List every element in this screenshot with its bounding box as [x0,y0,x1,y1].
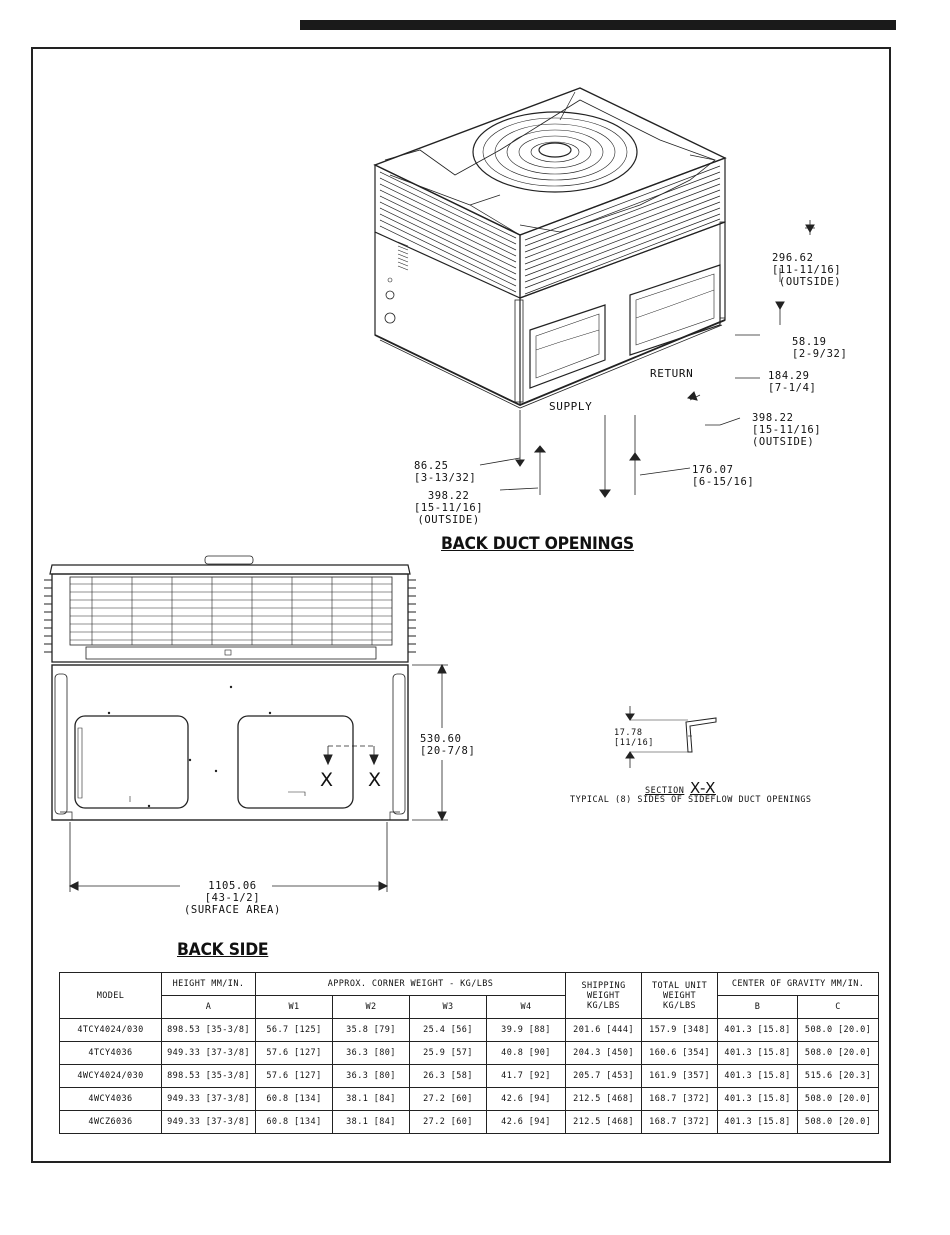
dim-return-height: 296.62 [11-11/16] (OUTSIDE) [772,252,842,288]
table-cell: 168.7 [372] [642,1088,718,1111]
table-cell: 40.8 [90] [487,1042,566,1065]
table-cell: 4WCY4036 [60,1088,162,1111]
col-height-a: A [162,996,256,1019]
col-w3: W3 [410,996,487,1019]
dim-return-side-gap: 184.29 [7-1/4] [768,370,817,394]
table-cell: 401.3 [15.8] [718,1065,798,1088]
table-cell: 401.3 [15.8] [718,1042,798,1065]
col-cog-c: C [798,996,879,1019]
col-height: HEIGHT MM/IN. [162,973,256,996]
table-cell: 168.7 [372] [642,1111,718,1134]
table-cell: 401.3 [15.8] [718,1111,798,1134]
table-cell: 201.6 [444] [566,1019,642,1042]
table-cell: 4WCZ6036 [60,1111,162,1134]
back-return-opening [238,716,353,808]
dim-opening-gap: 176.07 [6-15/16] [692,464,755,488]
coil-left-face [375,165,520,298]
table-cell: 949.33 [37-3/8] [162,1111,256,1134]
table-cell: 4WCY4024/030 [60,1065,162,1088]
dim-flange-depth: 17.78 [11/16] [614,728,655,748]
table-cell: 60.8 [134] [256,1111,333,1134]
dim-surface-width: 1105.06 [43-1/2] (SURFACE AREA) [184,880,281,916]
supply-label: SUPPLY [549,400,593,413]
dim-return-offset: 58.19 [2-9/32] [792,336,848,360]
flange-profile [686,718,716,752]
table-cell: 508.0 [20.0] [798,1111,879,1134]
heading-back-duct-openings: BACK DUCT OPENINGS [441,534,634,554]
cabinet-back-panel [52,665,408,820]
table-cell: 949.33 [37-3/8] [162,1088,256,1111]
table-cell: 25.4 [56] [410,1019,487,1042]
table-cell: 42.6 [94] [487,1111,566,1134]
table-cell: 160.6 [354] [642,1042,718,1065]
coil-louver-panel [52,574,408,662]
table-cell: 39.9 [88] [487,1019,566,1042]
unit-weight-table [59,972,879,1134]
table-cell: 949.33 [37-3/8] [162,1042,256,1065]
table-cell: 36.3 [80] [333,1065,410,1088]
fan-hub [539,143,571,157]
col-w4: W4 [487,996,566,1019]
table-cell: 401.3 [15.8] [718,1088,798,1111]
table-cell: 898.53 [35-3/8] [162,1019,256,1042]
table-cell: 42.6 [94] [487,1088,566,1111]
heading-back-side: BACK SIDE [177,940,269,960]
table-cell: 157.9 [348] [642,1019,718,1042]
table-cell: 25.9 [57] [410,1042,487,1065]
table-cell: 515.6 [20.3] [798,1065,879,1088]
table-cell: 38.1 [84] [333,1111,410,1134]
back-supply-opening [75,716,188,808]
table-row [60,1088,879,1111]
table-cell: 401.3 [15.8] [718,1019,798,1042]
table-row [60,1019,879,1042]
table-cell: 27.2 [60] [410,1111,487,1134]
table-cell: 898.53 [35-3/8] [162,1065,256,1088]
table-row [60,1111,879,1134]
table-cell: 38.1 [84] [333,1088,410,1111]
cabinet-right-face [520,222,725,405]
col-total-weight: TOTAL UNIT WEIGHT KG/LBS [642,973,718,1019]
table-cell: 508.0 [20.0] [798,1019,879,1042]
table-cell: 4TCY4024/030 [60,1019,162,1042]
table-cell: 35.8 [79] [333,1019,410,1042]
table-cell: 26.3 [58] [410,1065,487,1088]
dim-supply-offset: 86.25 [3-13/32] [414,460,477,484]
table-cell: 212.5 [468] [566,1088,642,1111]
col-model: MODEL [60,973,162,1019]
table-cell: 57.6 [127] [256,1042,333,1065]
table-cell: 205.7 [453] [566,1065,642,1088]
col-shipping-weight: SHIPPING WEIGHT KG/LBS [566,973,642,1019]
section-marker-left: X [320,769,334,791]
return-label: RETURN [650,367,694,380]
col-corner-weight: APPROX. CORNER WEIGHT - KG/LBS [256,973,566,996]
col-w1: W1 [256,996,333,1019]
col-cog-b: B [718,996,798,1019]
cabinet-left-face [375,232,520,405]
table-cell: 204.3 [450] [566,1042,642,1065]
dim-return-width: 398.22 [15-11/16] (OUTSIDE) [752,412,822,448]
supply-opening [530,305,605,388]
table-cell: 56.7 [125] [256,1019,333,1042]
table-cell: 27.2 [60] [410,1088,487,1111]
table-cell: 508.0 [20.0] [798,1042,879,1065]
back-side-elevation [44,556,448,892]
table-cell: 36.3 [80] [333,1042,410,1065]
section-title: SECTION X-X [645,779,716,797]
dim-supply-width: 398.22 [15-11/16] (OUTSIDE) [414,490,484,526]
dim-cabinet-height: 530.60 [20-7/8] [420,733,476,757]
section-caption: TYPICAL (8) SIDES OF SIDEFLOW DUCT OPENINGS [570,795,812,805]
col-center-gravity: CENTER OF GRAVITY MM/IN. [718,973,879,996]
section-marker-right: X [368,769,382,791]
isometric-unit-view [375,88,815,497]
col-w2: W2 [333,996,410,1019]
table-row [60,1042,879,1065]
table-cell: 508.0 [20.0] [798,1088,879,1111]
table-cell: 60.8 [134] [256,1088,333,1111]
table-cell: 212.5 [468] [566,1111,642,1134]
table-cell: 41.7 [92] [487,1065,566,1088]
table-cell: 161.9 [357] [642,1065,718,1088]
coil-right-face [520,158,725,298]
table-cell: 57.6 [127] [256,1065,333,1088]
table-row [60,1065,879,1088]
table-cell: 4TCY4036 [60,1042,162,1065]
